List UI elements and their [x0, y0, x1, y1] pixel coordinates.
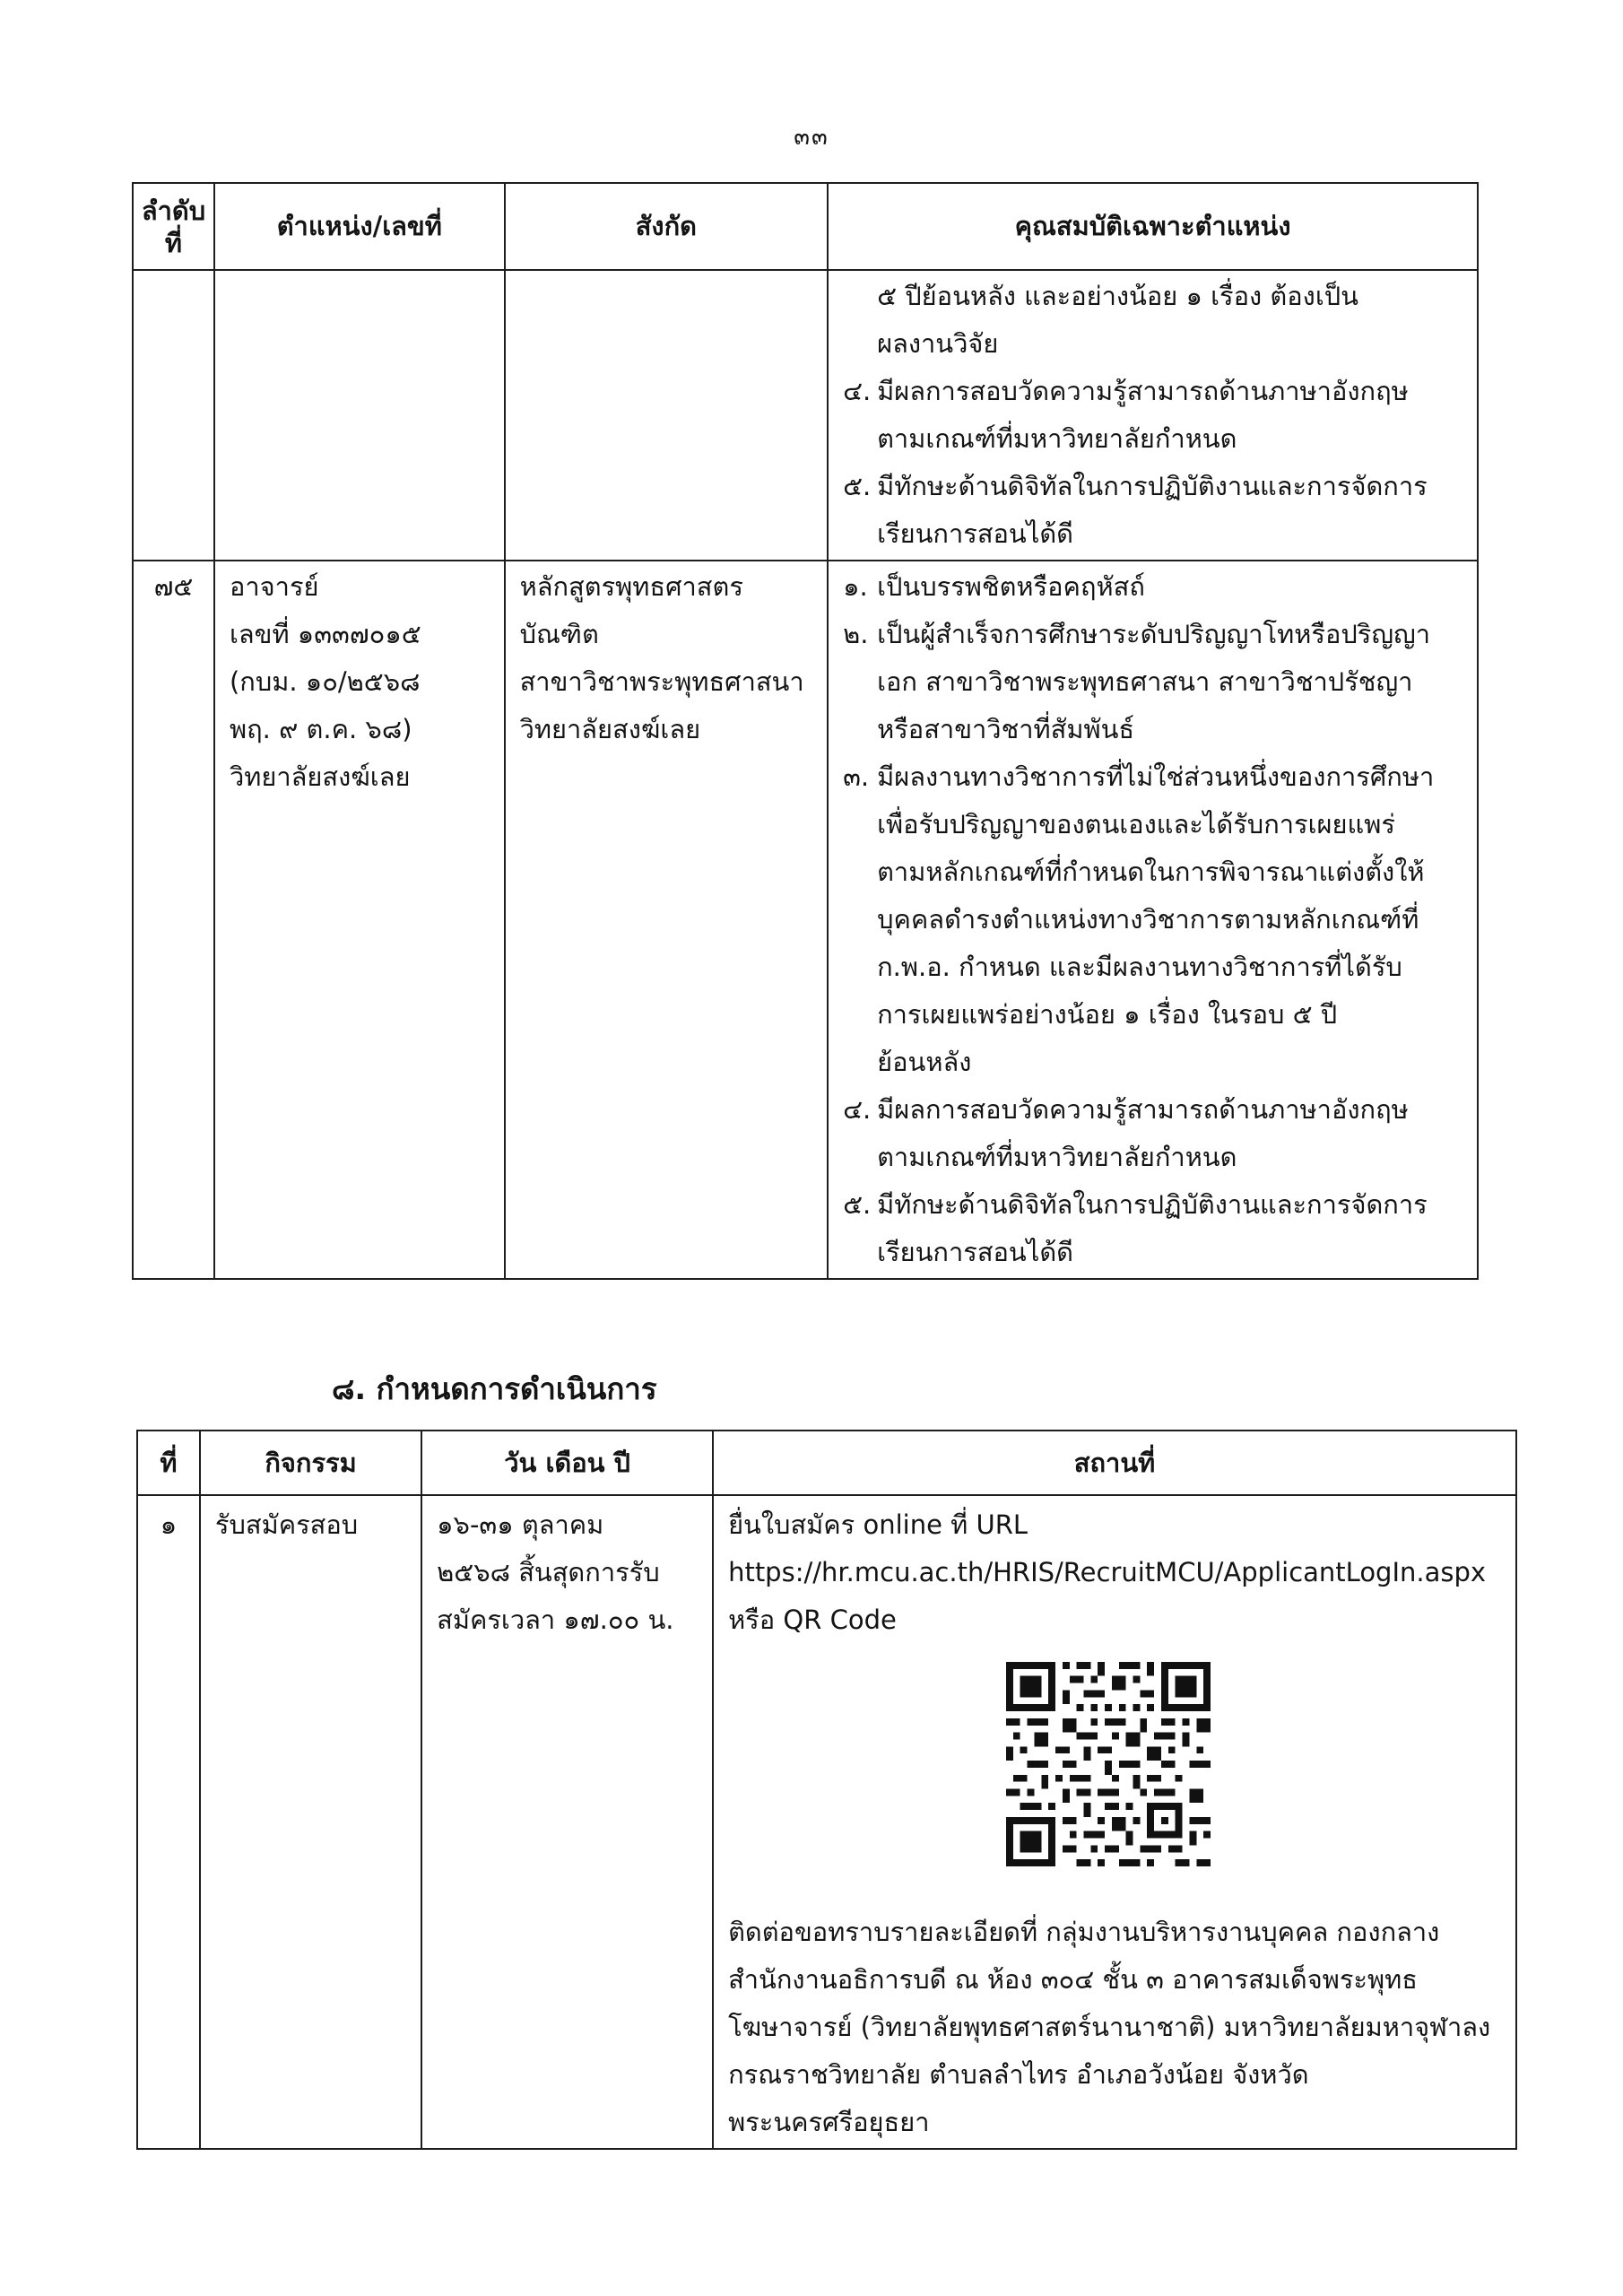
header-qualifications: คุณสมบัติเฉพาะตำแหน่ง — [828, 183, 1478, 270]
place-cell: ยื่นใบสมัคร online ที่ URL https://hr.mcu.ac.th/HRIS/RecruitMCU/ApplicantLogIn.aspx หรือ QR Code ติดต่อขอทราบรายละเอียดที่ กลุ่มงานบริหารงานบุคคล กองกลาง สำนักงานอธิการบดี ณ ห้อง ๓๐๔ ชั้น ๓ อาคารสมเด็จพระพุทธ โฆษาจารย์ (วิทยาลัยพุทธศาสตร์นานาชาติ) มหาวิทยาลัยมหาจุฬาลง กรณราชวิทยาลัย ตำบลลำไทร อำเภอวังน้อย จังหวัด พระนครศรีอยุธยา — [713, 1495, 1516, 2149]
header-position: ตำแหน่ง/เลขที่ — [214, 183, 505, 270]
schedule-table — [136, 1430, 1517, 2150]
date-cell: ๑๖-๓๑ ตุลาคม ๒๕๖๘ สิ้นสุดการรับ สมัครเวลา ๑๗.๐๐ น. — [421, 1495, 713, 2149]
activity-cell: รับสมัครสอบ — [200, 1495, 421, 2149]
qualification-item: ๔. มีผลการสอบวัดความรู้สามารถด้านภาษาอังกฤษ ตามเกณฑ์ที่มหาวิทยาลัยกำหนด — [843, 376, 1409, 454]
header-place: สถานที่ — [713, 1431, 1516, 1495]
qualification-item: ๔. มีผลการสอบวัดความรู้สามารถด้านภาษาอังกฤษ ตามเกณฑ์ที่มหาวิทยาลัยกำหนด — [843, 1094, 1409, 1172]
qualifications-table — [132, 182, 1479, 1280]
qualification-item: ๕. มีทักษะด้านดิจิทัลในการปฏิบัติงานและการจัดการ เรียนการสอนได้ดี — [843, 1189, 1428, 1267]
qualification-item: ๑. เป็นบรรพชิตหรือคฤหัสถ์ — [843, 571, 1145, 602]
qualification-item: ๓. มีผลงานทางวิชาการที่ไม่ใช่ส่วนหนึ่งของการศึกษา เพื่อรับปริญญาของตนเองและได้รับการเผยแพร่ ตามหลักเกณฑ์ที่กำหนดในการพิจารณาแต่งตั้งให้ บุคคลดำรงตำแหน่งทางวิชาการตามหลักเกณฑ์ที่ ก.พ.อ. กำหนด และมีผลงานทางวิชาการที่ได้รับ การเผยแพร่อย่างน้อย ๑ เรื่อง ในรอบ ๕ ปี ย้อนหลัง — [843, 761, 1435, 1077]
affiliation-cell: หลักสูตรพุทธศาสตร บัณฑิต สาขาวิชาพระพุทธศาสนา วิทยาลัยสงฆ์เลย — [505, 561, 828, 1279]
table-row-continued — [133, 270, 1478, 561]
qualification-item: ๕. มีทักษะด้านดิจิทัลในการปฏิบัติงานและการจัดการ เรียนการสอนได้ดี — [843, 471, 1428, 549]
header-activity: กิจกรรม — [200, 1431, 421, 1495]
qr-code-icon[interactable] — [1006, 1662, 1211, 1866]
header-no: ที่ — [137, 1431, 200, 1495]
table-row-75 — [133, 561, 1478, 1279]
table-row — [137, 1495, 1516, 2149]
header-date: วัน เดือน ปี — [421, 1431, 713, 1495]
header-order: ลำดับที่ — [133, 183, 214, 270]
row-number: ๑ — [137, 1495, 200, 2149]
contact-info: ติดต่อขอทราบรายละเอียดที่ กลุ่มงานบริหารงานบุคคล กองกลาง สำนักงานอธิการบดี ณ ห้อง ๓๐๔ ชั้น ๓ อาคารสมเด็จพระพุทธ โฆษาจารย์ (วิทยาลัยพุทธศาสตร์นานาชาติ) มหาวิทยาลัยมหาจุฬาลง กรณราชวิทยาลัย ตำบลลำไทร อำเภอวังน้อย จังหวัด พระนครศรีอยุธยา — [728, 1917, 1491, 2137]
qualifications-cell: ๕ ปีย้อนหลัง และอย่างน้อย ๑ เรื่อง ต้องเป็น ผลงานวิจัย ๔. มีผลการสอบวัดความรู้สามารถด้านภาษาอังกฤษ ตามเกณฑ์ที่มหาวิทยาลัยกำหนด ๕. มีทักษะด้านดิจิทัลในการปฏิบัติงานและการจัดการ เรียนการสอนได้ดี — [828, 270, 1478, 561]
application-url-link[interactable]: https://hr.mcu.ac.th/HRIS/RecruitMCU/ApplicantLogIn.aspx — [728, 1557, 1487, 1587]
header-affiliation: สังกัด — [505, 183, 828, 270]
section-heading: ๘. กำหนดการดำเนินการ — [332, 1371, 657, 1406]
qualification-item: ๒. เป็นผู้สำเร็จการศึกษาระดับปริญญาโทหรือปริญญา เอก สาขาวิชาพระพุทธศาสนา สาขาวิชาปรัชญา หรือสาขาวิชาที่สัมพันธ์ — [843, 619, 1431, 744]
qualifications-cell — [828, 561, 1478, 1279]
page-number: ๓๓ — [794, 124, 829, 151]
row-number: ๗๕ — [133, 561, 214, 1279]
position-cell: อาจารย์ เลขที่ ๑๓๓๗๐๑๕ (กบม. ๑๐/๒๕๖๘ พฤ. ๙ ต.ค. ๖๘) วิทยาลัยสงฆ์เลย — [214, 561, 505, 1279]
